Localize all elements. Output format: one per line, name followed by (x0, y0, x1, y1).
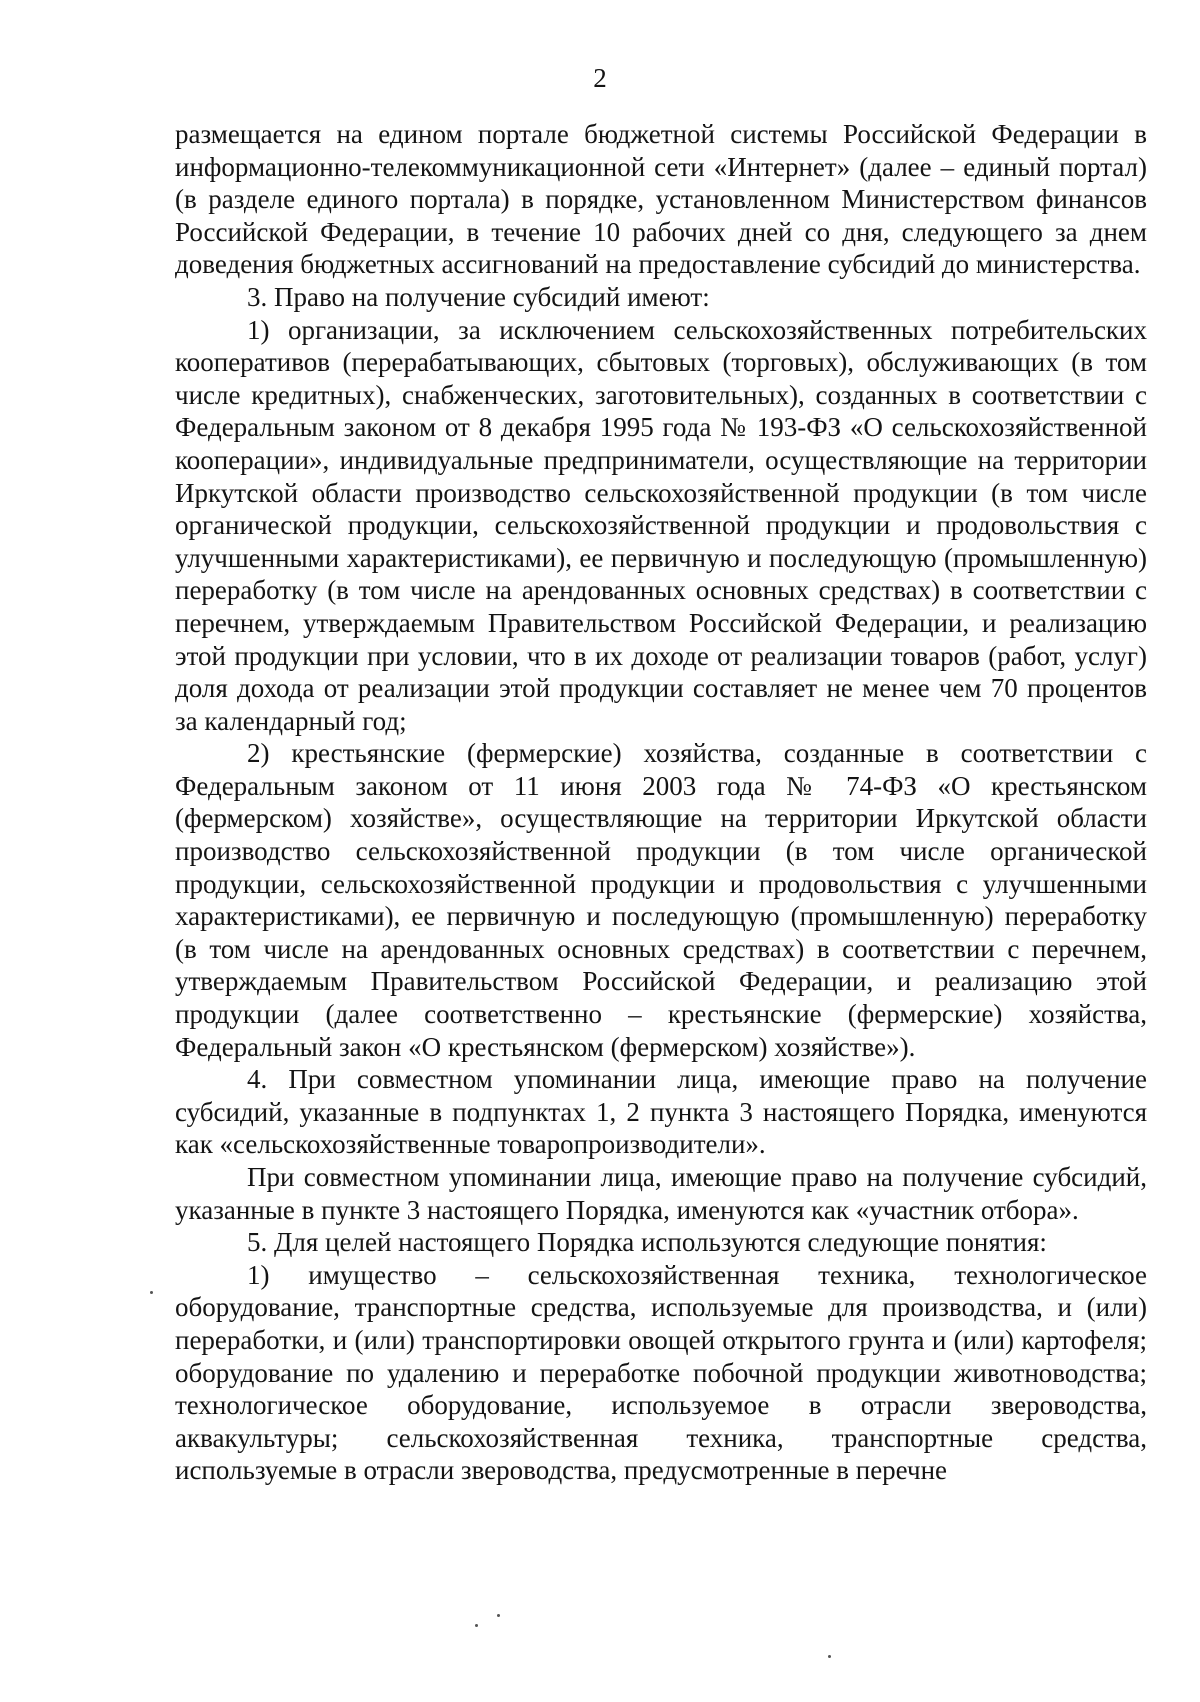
paragraph-3-eligibility: 3. Право на получение субсидий имеют: (247, 281, 710, 312)
paragraph-4-participant: При совместном упоминании лица, имеющие право на получение субсидий, указанные в пункте 3 настоящего Порядка, именуются как «участник отбора». (175, 1162, 1147, 1225)
page-number: 2 (593, 63, 607, 93)
scan-speck (497, 1614, 500, 1617)
paragraph-portal-publication: размещается на едином портале бюджетной системы Российской Федерации в информационно-телекоммуникационной сети «Интернет» (далее – единый портал) (в разделе единого портала) в порядке, установленном Министерством финансов Российской Федерации, в течение 10 рабочих дней со дня, следующего за днем доведения бюджетных ассигнований на предоставление субсидий до министерства. (175, 119, 1147, 280)
paragraph-3-2-farms: 2) крестьянские (фермерские) хозяйства, созданные в соответствии с Федеральным законом от 11 июня 2003 года № 74-ФЗ «О крестьянском (фермерском) хозяйстве», осуществляющие на территории Иркутской области производство сельскохозяйственной продукции (в том числе органической продукции, сельскохозяйственной продукции и продовольствия с улучшенными характеристиками), ее первичную и последующую (промышленную) переработку (в том числе на арендованных основных средствах) в соответствии с перечнем, утверждаемым Правительством Российской Федерации, и реализацию этой продукции (далее соответственно – крестьянские (фермерские) хозяйства, Федеральный закон «О крестьянском (фермерском) хозяйстве»). (175, 738, 1147, 1062)
scan-speck (828, 1655, 831, 1658)
document-body (175, 118, 1147, 1487)
paragraph-3-1-organizations: 1) организации, за исключением сельскохозяйственных потребительских кооперативов (перерабатывающих, сбытовых (торговых), обслуживающих (в том числе кредитных), снабженческих, заготовительных), созданных в соответствии с Федеральным законом от 8 декабря 1995 года № 193-ФЗ «О сельскохозяйственной кооперации», индивидуальные предприниматели, осуществляющие на территории Иркутской области производство сельскохозяйственной продукции (в том числе органической продукции, сельскохозяйственной продукции и продовольствия с улучшенными характеристиками), ее первичную и последующую (промышленную) переработку (в том числе на арендованных основных средствах) в соответствии с перечнем, утверждаемым Правительством Российской Федерации, и реализацию этой продукции при условии, что в их доходе от реализации товаров (работ, услуг) доля дохода от реализации этой продукции составляет не менее чем 70 процентов за календарный год; (175, 314, 1147, 736)
paragraph-5-definitions: 5. Для целей настоящего Порядка используются следующие понятия: (247, 1227, 1047, 1258)
scan-speck (475, 1624, 478, 1627)
scan-speck (150, 1291, 153, 1294)
paragraph-5-1-property: 1) имущество – сельскохозяйственная техника, технологическое оборудование, транспортные средства, используемые для производства, и (или) переработки, и (или) транспортировки овощей открытого грунта и (или) картофеля; оборудование по удалению и переработке побочной продукции животноводства; технологическое оборудование, используемое в отрасли звероводства, аквакультуры; сельскохозяйственная техника, транспортные средства, используемые в отрасли звероводства, предусмотренные в перечне (175, 1259, 1147, 1486)
paragraph-4-producers: 4. При совместном упоминании лица, имеющие право на получение субсидий, указанные в подпунктах 1, 2 пункта 3 настоящего Порядка, именуются как «сельскохозяйственные товаропроизводители». (175, 1064, 1147, 1160)
